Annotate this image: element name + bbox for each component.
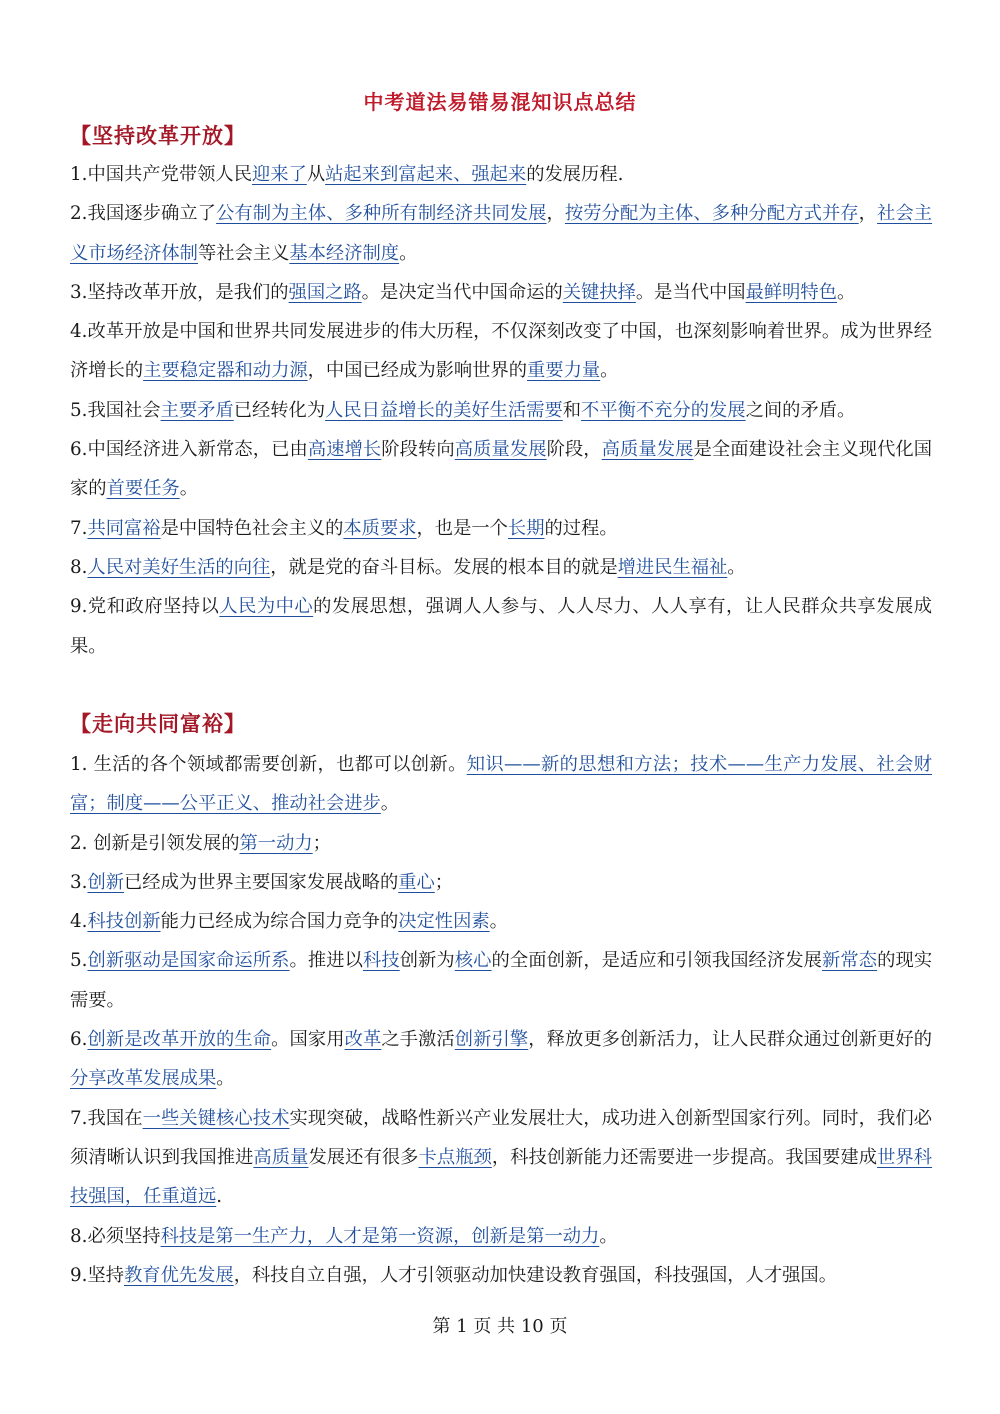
list-item [70, 1256, 932, 1295]
list-item [70, 391, 932, 430]
item-text: 之手激活 [381, 1029, 455, 1051]
list-item [70, 902, 932, 941]
item-text: 6. [70, 1029, 88, 1051]
section-items-reform [70, 155, 932, 666]
key-term: 科技创新 [87, 911, 161, 933]
key-term: 重要力量 [527, 360, 601, 382]
item-text: 7.我国在 [70, 1107, 143, 1129]
section-heading-reform: 【坚持改革开放】 [70, 123, 246, 148]
document-title: 中考道法易错易混知识点总结 [363, 90, 637, 114]
key-term: 共同富裕 [87, 517, 161, 539]
key-term: 按劳分配为主体、多种分配方式并存 [564, 203, 859, 225]
key-term: 教育优先发展 [124, 1264, 234, 1286]
item-text: ， [546, 203, 565, 225]
key-term: 首要任务 [106, 478, 180, 500]
key-term: 新常态 [822, 950, 878, 972]
key-term: 关键抉择 [562, 281, 636, 303]
item-text: 。 [489, 911, 508, 933]
key-term: 强国之路 [288, 281, 362, 303]
key-term: 迎来了 [251, 164, 307, 185]
key-term: 公有制为主体、多种所有制经济共同发展 [216, 203, 547, 225]
key-term: 卡点瓶颈 [418, 1146, 492, 1168]
key-term: 知识——新的思想和方法；技术——生产力发展、社会财富；制度——公平正义、推动社会进步 [70, 754, 932, 815]
item-text: ，释放更多创新活力，让人民群众通过创新更好的 [528, 1029, 933, 1051]
item-text: 4. [70, 911, 88, 933]
list-item [70, 745, 932, 824]
key-term: 第一动力 [239, 832, 313, 854]
key-term: 科技 [362, 950, 400, 972]
item-text: 已经成为世界主要国家发展战略的 [124, 871, 399, 893]
item-text: 7. [70, 517, 88, 539]
item-text: . [216, 1186, 223, 1208]
item-text: 已经转化为 [233, 399, 326, 421]
list-item [70, 587, 932, 666]
list-item [70, 430, 932, 509]
list-item [70, 863, 932, 902]
key-term: 增进民生福祉 [617, 556, 728, 578]
key-term: 高质量 [253, 1146, 309, 1168]
item-text: 的发展历程. [526, 164, 624, 185]
list-item [70, 273, 932, 312]
item-text: 1.中国共产党带领人民 [70, 164, 252, 185]
item-text: 。 [179, 478, 198, 500]
key-term: 人民日益增长的美好生活需要 [325, 399, 563, 421]
item-text: 。 [380, 793, 400, 815]
list-item [70, 312, 932, 391]
key-term: 主要矛盾 [160, 399, 234, 421]
key-term: 创新引擎 [454, 1029, 529, 1051]
key-term: 高质量发展 [454, 439, 547, 461]
key-term: 本质要求 [343, 517, 417, 539]
key-term: 高速增长 [307, 439, 382, 461]
item-text: 1. 生活的各个领域都需要创新，也都可以创新。 [70, 754, 467, 775]
item-text: 等社会主义 [197, 242, 290, 264]
key-term: 一些关键核心技术 [142, 1107, 290, 1129]
list-item [70, 155, 932, 194]
item-text: 从 [306, 164, 326, 185]
item-text: 。 [727, 556, 746, 578]
page-footer: 第 1 页 共 10 页 [432, 1316, 568, 1337]
item-text: 9.党和政府坚持以 [70, 596, 220, 618]
item-text: ； [312, 832, 331, 854]
item-text: 3.坚持改革开放，是我们的 [70, 281, 289, 303]
key-term: 人民对美好生活的向往 [87, 556, 271, 578]
item-text: 。 [399, 242, 418, 264]
item-text: 2. 创新是引领发展的 [70, 832, 240, 854]
item-text: 。 [600, 360, 619, 382]
key-term: 社会主义市场经济体制 [70, 203, 933, 264]
list-item [70, 824, 932, 863]
item-text: 和 [562, 399, 582, 421]
item-text: 。 [599, 1225, 618, 1247]
list-item [70, 194, 932, 273]
key-term: 创新 [87, 871, 125, 893]
item-text: 。 [836, 281, 856, 303]
list-item [70, 1020, 932, 1099]
key-term: 决定性因素 [398, 911, 490, 933]
item-text: 是中国特色社会主义的 [160, 517, 344, 539]
list-item [70, 1099, 932, 1217]
list-item [70, 941, 932, 1020]
key-term: 基本经济制度 [289, 242, 400, 264]
item-text: 6.中国经济进入新常态，已由 [70, 439, 308, 461]
item-text: 。国家用 [271, 1029, 345, 1051]
item-text: 5.我国社会 [70, 399, 161, 421]
item-text: 2.我国逐步确立了 [70, 203, 217, 225]
item-text: 。是当代中国 [635, 281, 746, 303]
key-term: 创新驱动是国家命运所系 [87, 950, 290, 972]
item-text: 创新为 [399, 950, 455, 972]
key-term: 站起来到富起来、强起来 [325, 164, 527, 185]
item-text: 3. [70, 871, 88, 893]
key-term: 核心 [454, 950, 492, 972]
item-text: 4.改革开放是中国和世界共同发展进步的伟大历程，不仅深刻改变了中国，也深刻影响着世界。成为世界经济增长的 [70, 321, 932, 382]
item-text: 之间的矛盾。 [745, 399, 856, 421]
item-text: ，也是一个 [416, 517, 508, 539]
key-term: 主要稳定器和动力源 [143, 360, 308, 382]
item-text: 8. [70, 556, 88, 578]
list-item [70, 548, 932, 587]
key-term: 人民为中心 [219, 596, 314, 618]
key-term: 不平衡不充分的发展 [581, 399, 746, 421]
key-term: 长期 [507, 517, 545, 539]
item-text: 是全面建设社会主义现代化国家的 [70, 439, 933, 500]
item-text: ，科技创新能力还需要进一步提高。我国要建成 [491, 1146, 878, 1168]
item-text: 。是决定当代中国命运的 [361, 281, 563, 303]
item-text: 的发展思想，强调人人参与、人人尽力、人人享有，让人民群众共享发展成果。 [70, 596, 933, 657]
item-text: 能力已经成为综合国力竞争的 [160, 911, 399, 933]
item-text: 阶段， [546, 439, 602, 461]
key-term: 高质量发展 [601, 439, 694, 461]
key-term: 改革 [344, 1029, 382, 1051]
item-text: 。推进以 [289, 950, 363, 972]
item-text: 的现实需要。 [70, 950, 933, 1011]
item-text: 实现突破，战略性新兴产业发展壮大，成功进入创新型国家行列。同时，我们必须清晰认识到我国推进 [70, 1107, 933, 1168]
item-text: 的过程。 [544, 517, 618, 539]
item-text: 9.坚持 [70, 1264, 125, 1286]
section-heading-prosperity: 【走向共同富裕】 [70, 711, 246, 736]
key-term: 最鲜明特色 [745, 281, 837, 303]
item-text: ，就是党的奋斗目标。发展的根本目的就是 [270, 556, 618, 578]
item-text: 的全面创新，是适应和引领我国经济发展 [491, 950, 822, 972]
item-text: ，科技自立自强，人才引领驱动加快建设教育强国，科技强国，人才强国。 [233, 1264, 837, 1286]
section-items-prosperity [70, 745, 932, 1295]
list-item [70, 509, 932, 548]
item-text: 5. [70, 950, 88, 972]
item-text: 。 [216, 1068, 235, 1090]
key-term: 分享改革发展成果 [70, 1068, 217, 1090]
key-term: 科技是第一生产力，人才是第一资源，创新是第一动力 [160, 1225, 600, 1247]
item-text: ， [858, 203, 878, 225]
key-term: 重心 [398, 871, 435, 893]
item-text: 发展还有很多 [308, 1146, 419, 1168]
item-text: 8.必须坚持 [70, 1225, 161, 1247]
item-text: ； [434, 871, 454, 893]
key-term: 世界科技强国，任重道远 [70, 1146, 933, 1208]
item-text: ，中国已经成为影响世界的 [307, 360, 528, 382]
key-term: 创新是改革开放的生命 [87, 1029, 272, 1051]
item-text: 阶段转向 [381, 439, 455, 461]
list-item [70, 1217, 932, 1256]
